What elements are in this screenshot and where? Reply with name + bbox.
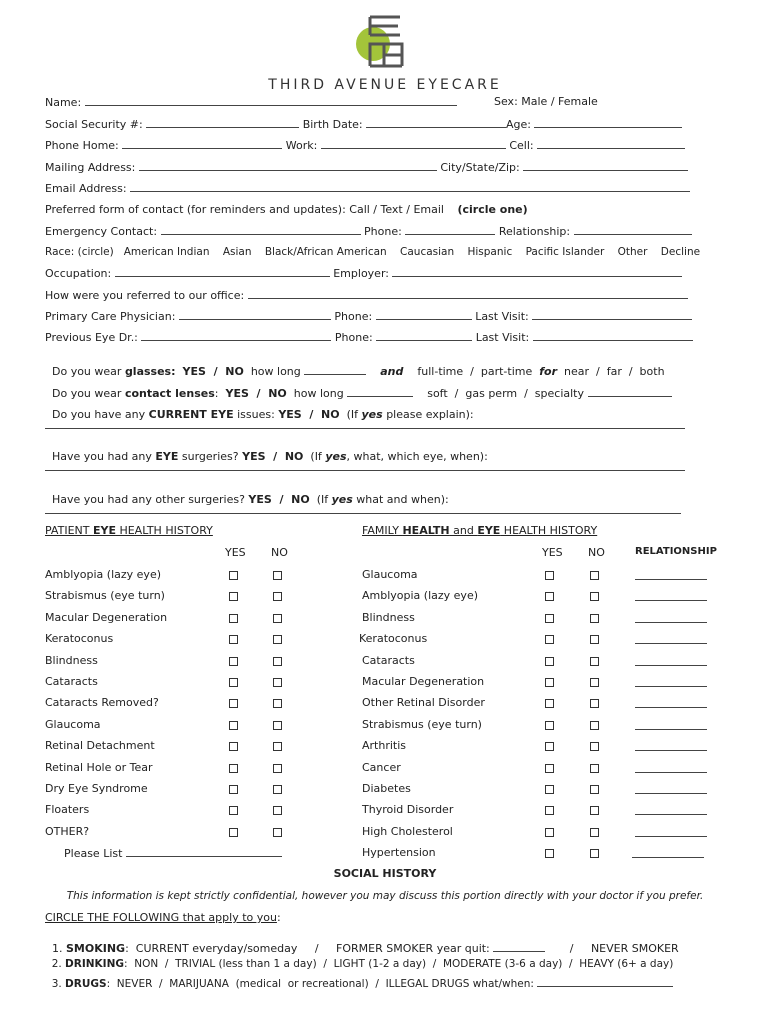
fh-no-checkbox[interactable] bbox=[590, 699, 599, 708]
ph-yes-checkbox[interactable] bbox=[229, 614, 238, 623]
fh-no-checkbox[interactable] bbox=[590, 592, 599, 601]
fh-no-checkbox[interactable] bbox=[590, 721, 599, 730]
ph-no-checkbox[interactable] bbox=[273, 742, 282, 751]
fh-relationship-field[interactable] bbox=[635, 599, 707, 601]
emergency-row bbox=[45, 224, 692, 238]
fh-relationship-field[interactable] bbox=[635, 813, 707, 815]
ph-yes-checkbox[interactable] bbox=[229, 699, 238, 708]
fh-item-label: Cataracts bbox=[362, 654, 415, 667]
glasses-howlong: how long bbox=[250, 365, 301, 378]
other-surgeries-line[interactable] bbox=[45, 513, 681, 514]
fh-relationship-field[interactable] bbox=[632, 856, 704, 858]
contacts-type-options[interactable]: soft / gas perm / specialty bbox=[427, 387, 585, 400]
fh-item-label: Keratoconus bbox=[359, 632, 428, 645]
relationship-field[interactable] bbox=[574, 224, 692, 235]
ph-no-checkbox[interactable] bbox=[273, 571, 282, 580]
other-surgeries-yesno[interactable]: YES / NO bbox=[248, 493, 310, 506]
other-surgeries-e: (If bbox=[309, 493, 332, 506]
fh-item-label: High Cholesterol bbox=[362, 825, 453, 838]
pcp-phone-label: Phone: bbox=[334, 310, 373, 323]
eye-issues-row bbox=[45, 395, 474, 421]
referred-row bbox=[45, 288, 688, 302]
fh-no-checkbox[interactable] bbox=[590, 785, 599, 794]
fh-yes-checkbox[interactable] bbox=[545, 764, 554, 773]
eyecare-logo bbox=[356, 14, 408, 70]
ph-title-b: EYE bbox=[92, 524, 116, 537]
ph-yes-header: YES bbox=[225, 546, 246, 559]
fh-yes-checkbox[interactable] bbox=[545, 657, 554, 666]
ph-no-checkbox[interactable] bbox=[273, 806, 282, 815]
fh-relationship-field[interactable] bbox=[635, 728, 707, 730]
ph-item-label: Glaucoma bbox=[45, 718, 101, 731]
eye-issues-e: (If bbox=[339, 408, 362, 421]
smoking-bold: SMOKING bbox=[66, 942, 126, 955]
ssn-label: Social Security #: bbox=[45, 118, 143, 131]
fh-item-label: Strabismus (eye turn) bbox=[362, 718, 482, 731]
fh-item-label: Macular Degeneration bbox=[362, 675, 485, 688]
ph-item-label: Strabismus (eye turn) bbox=[45, 589, 165, 602]
fh-no-checkbox[interactable] bbox=[590, 849, 599, 858]
never-smoker-option[interactable]: / NEVER SMOKER bbox=[569, 942, 679, 955]
glasses-prefix: Do you wear bbox=[52, 365, 125, 378]
referred-label: How were you referred to our office: bbox=[45, 289, 245, 302]
fh-no-checkbox[interactable] bbox=[590, 657, 599, 666]
eye-surgeries-yesno[interactable]: YES / NO bbox=[242, 450, 304, 463]
contacts-colon: : bbox=[214, 387, 219, 400]
fh-yes-checkbox[interactable] bbox=[545, 806, 554, 815]
phone-home-field[interactable] bbox=[122, 138, 282, 149]
city-field[interactable] bbox=[523, 160, 688, 171]
drugs-bold: DRUGS bbox=[65, 978, 107, 990]
contacts-bold: contact lenses bbox=[124, 387, 215, 400]
email-label: Email Address: bbox=[45, 182, 127, 195]
ph-no-checkbox[interactable] bbox=[273, 614, 282, 623]
ph-no-checkbox[interactable] bbox=[273, 721, 282, 730]
fh-yes-checkbox[interactable] bbox=[545, 571, 554, 580]
phone-row bbox=[45, 138, 685, 152]
ssn-field[interactable] bbox=[146, 117, 299, 128]
fh-item-label: Cancer bbox=[362, 761, 401, 774]
pcp-last-visit-label: Last Visit: bbox=[475, 310, 529, 323]
drugs-field[interactable] bbox=[537, 976, 673, 987]
fh-no-checkbox[interactable] bbox=[590, 828, 599, 837]
emergency-phone-field[interactable] bbox=[405, 224, 495, 235]
circle-one-label: (circle one) bbox=[457, 203, 528, 216]
ph-yes-checkbox[interactable] bbox=[229, 721, 238, 730]
brand-title: THIRD AVENUE EYECARE bbox=[268, 77, 502, 93]
employer-field[interactable] bbox=[392, 266, 682, 277]
email-row bbox=[45, 181, 690, 195]
ph-item-label: Blindness bbox=[45, 654, 98, 667]
ph-no-checkbox[interactable] bbox=[273, 592, 282, 601]
prev-dr-row bbox=[45, 330, 693, 344]
fh-relationship-field[interactable] bbox=[635, 642, 707, 644]
glasses-bold: glasses: bbox=[124, 365, 176, 378]
fh-item-label: Hypertension bbox=[362, 846, 436, 859]
ph-no-checkbox[interactable] bbox=[273, 828, 282, 837]
ph-no-checkbox[interactable] bbox=[273, 635, 282, 644]
ph-yes-checkbox[interactable] bbox=[229, 678, 238, 687]
fh-yes-checkbox[interactable] bbox=[545, 785, 554, 794]
fh-relationship-field[interactable] bbox=[635, 792, 707, 794]
ph-item-label: Cataracts bbox=[45, 675, 98, 688]
please-list-field[interactable] bbox=[126, 846, 282, 857]
fh-title-a: FAMILY bbox=[362, 524, 403, 537]
pcp-last-visit-field[interactable] bbox=[532, 309, 692, 320]
drugs-num: 3. bbox=[51, 978, 66, 990]
other-surgeries-a: Have you had any other surgeries? bbox=[52, 493, 249, 506]
eye-surgeries-e: (If bbox=[303, 450, 326, 463]
fh-yes-checkbox[interactable] bbox=[545, 828, 554, 837]
name-field[interactable] bbox=[85, 95, 457, 106]
prev-dr-phone-label: Phone: bbox=[334, 331, 373, 344]
occupation-field[interactable] bbox=[115, 266, 330, 277]
fh-item-label: Blindness bbox=[362, 611, 415, 624]
ph-yes-checkbox[interactable] bbox=[229, 592, 238, 601]
ssn-row bbox=[45, 117, 506, 131]
drugs-options[interactable]: : NEVER / MARIJUANA (medical or recreational) / ILLEGAL DRUGS what/when: bbox=[106, 978, 534, 990]
ph-title-a: PATIENT bbox=[45, 524, 93, 537]
phone-home-label: Phone Home: bbox=[45, 139, 119, 152]
fh-title-c: and bbox=[449, 524, 478, 537]
eye-surgeries-c: surgeries? bbox=[178, 450, 243, 463]
fh-item-label: Thyroid Disorder bbox=[362, 803, 454, 816]
ph-item-label: Retinal Detachment bbox=[45, 739, 155, 752]
fh-yes-checkbox[interactable] bbox=[545, 614, 554, 623]
emergency-label: Emergency Contact: bbox=[45, 225, 158, 238]
drinking-options[interactable]: : NON / TRIVIAL (less than 1 a day) / LIGHT (1-2 a day) / MODERATE (3-6 a day) / HEAVY (6+ a day) bbox=[124, 958, 674, 970]
other-surgeries-row bbox=[45, 480, 449, 506]
social-history-title: SOCIAL HISTORY bbox=[333, 867, 437, 880]
other-surgeries-g: what and when): bbox=[352, 493, 449, 506]
ph-no-header: NO bbox=[271, 546, 288, 559]
ph-item-label: Dry Eye Syndrome bbox=[45, 782, 148, 795]
fh-yes-checkbox[interactable] bbox=[545, 592, 554, 601]
fh-yes-checkbox[interactable] bbox=[545, 699, 554, 708]
eye-surgeries-row bbox=[45, 437, 488, 463]
ph-no-checkbox[interactable] bbox=[273, 699, 282, 708]
ph-item-label: Retinal Hole or Tear bbox=[45, 761, 153, 774]
emergency-field[interactable] bbox=[161, 224, 361, 235]
occupation-label: Occupation: bbox=[45, 267, 112, 280]
fh-title-e: HEALTH HISTORY bbox=[500, 524, 598, 537]
ph-no-checkbox[interactable] bbox=[273, 678, 282, 687]
ph-yes-checkbox[interactable] bbox=[229, 828, 238, 837]
smoking-options[interactable]: : CURRENT everyday/someday / FORMER SMOKER year quit: bbox=[125, 942, 490, 955]
glasses-and: and bbox=[380, 365, 404, 378]
ph-item-label: Amblyopia (lazy eye) bbox=[45, 568, 161, 581]
mailing-label: Mailing Address: bbox=[45, 161, 136, 174]
ph-yes-checkbox[interactable] bbox=[229, 806, 238, 815]
fh-yes-header: YES bbox=[542, 546, 563, 559]
work-label: Work: bbox=[285, 139, 318, 152]
please-list-label: Please List bbox=[64, 847, 123, 860]
drugs-row bbox=[45, 964, 673, 990]
drinking-bold: DRINKING bbox=[65, 958, 124, 970]
ph-item-label: Floaters bbox=[45, 803, 90, 816]
pcp-label: Primary Care Physician: bbox=[45, 310, 176, 323]
glasses-for: for bbox=[539, 365, 558, 378]
age-field[interactable] bbox=[534, 117, 682, 128]
eye-issues-a: Do you have any bbox=[52, 408, 149, 421]
email-field[interactable] bbox=[130, 181, 690, 192]
circle-following-colon: : bbox=[276, 911, 281, 924]
fh-relationship-field[interactable] bbox=[635, 706, 707, 708]
eye-issues-g: please explain): bbox=[382, 408, 474, 421]
fh-item-label: Amblyopia (lazy eye) bbox=[362, 589, 478, 602]
social-note: This information is kept strictly confidential, however you may discuss this portion directly with your doctor if you prefer. bbox=[66, 890, 704, 902]
ph-yes-checkbox[interactable] bbox=[229, 657, 238, 666]
prev-dr-phone-field[interactable] bbox=[376, 330, 472, 341]
prev-dr-last-visit-label: Last Visit: bbox=[475, 331, 530, 344]
ph-yes-checkbox[interactable] bbox=[229, 785, 238, 794]
patient-history-title bbox=[45, 524, 213, 537]
eye-issues-b: CURRENT EYE bbox=[148, 408, 234, 421]
ph-item-label: Macular Degeneration bbox=[45, 611, 168, 624]
fh-no-checkbox[interactable] bbox=[590, 678, 599, 687]
eye-surgeries-g: , what, which eye, when): bbox=[346, 450, 488, 463]
eye-surgeries-a: Have you had any bbox=[52, 450, 156, 463]
birth-field[interactable] bbox=[366, 117, 506, 128]
preferred-row bbox=[45, 203, 528, 216]
ph-item-label: Cataracts Removed? bbox=[45, 696, 159, 709]
fh-no-header: NO bbox=[588, 546, 605, 559]
ph-yes-checkbox[interactable] bbox=[229, 571, 238, 580]
specialty-field[interactable] bbox=[588, 386, 672, 397]
drinking-num: 2. bbox=[51, 958, 66, 970]
smoking-num: 1. bbox=[52, 942, 66, 955]
pcp-field[interactable] bbox=[179, 309, 331, 320]
cell-field[interactable] bbox=[537, 138, 685, 149]
circle-following bbox=[45, 911, 281, 924]
cell-label: Cell: bbox=[509, 139, 534, 152]
city-label: City/State/Zip: bbox=[440, 161, 520, 174]
mailing-field[interactable] bbox=[139, 160, 437, 171]
ph-no-checkbox[interactable] bbox=[273, 657, 282, 666]
ph-no-checkbox[interactable] bbox=[273, 785, 282, 794]
glasses-wear-options[interactable]: full-time / part-time bbox=[417, 365, 533, 378]
eye-issues-f: yes bbox=[361, 408, 383, 421]
fh-relationship-header: RELATIONSHIP bbox=[635, 546, 717, 557]
employer-label: Employer: bbox=[333, 267, 389, 280]
ph-item-label: Keratoconus bbox=[45, 632, 114, 645]
prev-dr-label: Previous Eye Dr.: bbox=[45, 331, 138, 344]
fh-yes-checkbox[interactable] bbox=[545, 721, 554, 730]
eye-issues-line[interactable] bbox=[45, 428, 685, 429]
fh-relationship-field[interactable] bbox=[635, 578, 707, 580]
preferred-label[interactable]: Preferred form of contact (for reminders and updates): Call / Text / Email bbox=[45, 203, 444, 216]
ph-yes-checkbox[interactable] bbox=[229, 635, 238, 644]
occupation-row bbox=[45, 266, 682, 280]
fh-relationship-field[interactable] bbox=[635, 749, 707, 751]
other-surgeries-f: yes bbox=[331, 493, 353, 506]
fh-no-checkbox[interactable] bbox=[590, 764, 599, 773]
name-label: Name: bbox=[45, 96, 82, 109]
fh-title-b: HEALTH bbox=[402, 524, 450, 537]
eye-surgeries-b: EYE bbox=[155, 450, 179, 463]
fh-relationship-field[interactable] bbox=[635, 685, 707, 687]
work-field[interactable] bbox=[321, 138, 506, 149]
family-history-title bbox=[362, 524, 597, 537]
fh-no-checkbox[interactable] bbox=[590, 806, 599, 815]
fh-item-label: Arthritis bbox=[362, 739, 407, 752]
fh-no-checkbox[interactable] bbox=[590, 571, 599, 580]
fh-relationship-field[interactable] bbox=[635, 771, 707, 773]
please-list-row bbox=[64, 846, 282, 860]
ph-yes-checkbox[interactable] bbox=[229, 742, 238, 751]
contacts-prefix: Do you wear bbox=[52, 387, 125, 400]
age-row bbox=[506, 117, 682, 131]
fh-yes-checkbox[interactable] bbox=[545, 849, 554, 858]
circle-following-label: CIRCLE THE FOLLOWING that apply to you bbox=[45, 911, 277, 924]
fh-title-d: EYE bbox=[477, 524, 501, 537]
relationship-label: Relationship: bbox=[498, 225, 571, 238]
prev-dr-last-visit-field[interactable] bbox=[533, 330, 693, 341]
age-label: Age: bbox=[506, 118, 531, 131]
emergency-phone-label: Phone: bbox=[364, 225, 402, 238]
eye-issues-yesno[interactable]: YES / NO bbox=[278, 408, 340, 421]
fh-relationship-field[interactable] bbox=[635, 835, 707, 837]
race-row[interactable]: Race: (circle) American Indian Asian Black/African American Caucasian Hispanic Pacific Islander Other Decline bbox=[45, 246, 701, 258]
eye-issues-c: issues: bbox=[233, 408, 279, 421]
glasses-yesno[interactable]: YES / NO bbox=[182, 365, 244, 378]
mailing-row bbox=[45, 160, 688, 174]
name-row bbox=[45, 95, 457, 109]
ph-yes-checkbox[interactable] bbox=[229, 764, 238, 773]
contacts-yesno[interactable]: YES / NO bbox=[225, 387, 287, 400]
referred-field[interactable] bbox=[248, 288, 688, 299]
glasses-distance-options[interactable]: near / far / both bbox=[564, 365, 665, 378]
prev-dr-field[interactable] bbox=[141, 330, 331, 341]
fh-no-checkbox[interactable] bbox=[590, 742, 599, 751]
fh-relationship-field[interactable] bbox=[635, 621, 707, 623]
fh-relationship-field[interactable] bbox=[635, 664, 707, 666]
birth-label: Birth Date: bbox=[302, 118, 363, 131]
sex-label[interactable]: Sex: Male / Female bbox=[494, 95, 598, 108]
fh-item-label: Glaucoma bbox=[362, 568, 418, 581]
ph-item-label: OTHER? bbox=[45, 825, 90, 838]
fh-yes-checkbox[interactable] bbox=[545, 742, 554, 751]
fh-no-checkbox[interactable] bbox=[590, 614, 599, 623]
ph-no-checkbox[interactable] bbox=[273, 764, 282, 773]
pcp-row bbox=[45, 309, 692, 323]
eye-surgeries-line[interactable] bbox=[45, 470, 685, 471]
ph-title-c: HEALTH HISTORY bbox=[115, 524, 213, 537]
fh-item-label: Diabetes bbox=[362, 782, 411, 795]
contacts-howlong: how long bbox=[293, 387, 344, 400]
fh-yes-checkbox[interactable] bbox=[545, 635, 554, 644]
fh-no-checkbox[interactable] bbox=[590, 635, 599, 644]
fh-item-label: Other Retinal Disorder bbox=[362, 696, 485, 709]
pcp-phone-field[interactable] bbox=[376, 309, 472, 320]
fh-yes-checkbox[interactable] bbox=[545, 678, 554, 687]
eye-surgeries-f: yes bbox=[325, 450, 347, 463]
